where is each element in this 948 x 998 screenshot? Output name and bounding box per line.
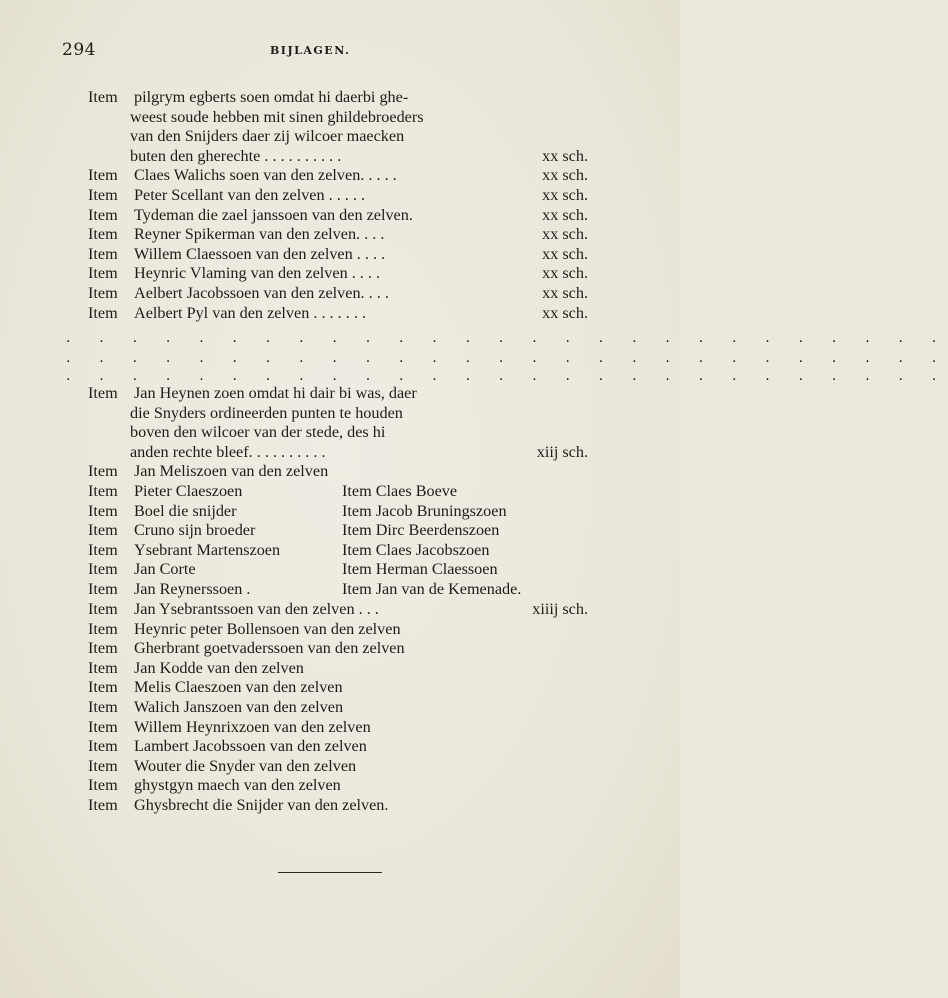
- entry-line: [88, 796, 588, 816]
- entry-text: Tydeman die zael janssoen van den zelven.: [134, 205, 413, 224]
- item-label: Item: [88, 579, 118, 598]
- item-label: Item: [88, 166, 118, 185]
- item-label: Item: [88, 697, 118, 716]
- entry-line-pair: [88, 541, 588, 561]
- entry-line-pair: [88, 502, 588, 522]
- item-label: Item: [88, 501, 118, 520]
- entry-line-pair: [88, 560, 588, 580]
- entry-name-right: Claes Jacobszoen: [375, 540, 490, 559]
- entry-name-right: Jan van de Kemenade.: [375, 579, 522, 598]
- entry-name-left: Pieter Claeszoen: [134, 482, 243, 500]
- entry-line: [88, 659, 588, 679]
- entry-text: Jan Heynen zoen omdat hi dair bi was, daer: [134, 384, 417, 402]
- item-label: Item: [88, 560, 118, 579]
- running-title: BIJLAGEN.: [270, 44, 351, 57]
- entry-name-left: Ysebrant Martenszoen: [134, 540, 281, 559]
- entry-text: Reyner Spikerman van den zelven. . . .: [134, 225, 385, 244]
- item-label: Item: [88, 185, 118, 204]
- entry-line: [88, 225, 588, 245]
- entry-name-right: Jacob Bruningszoen: [375, 501, 507, 520]
- entry-line: [88, 600, 588, 620]
- entry-text: Jan Ysebrantssoen van den zelven . . .: [134, 600, 379, 618]
- entry-text: Heynric peter Bollensoen van den zelven: [134, 619, 401, 638]
- item-label: Item: [88, 678, 118, 697]
- entry-name-right: Claes Boeve: [375, 482, 458, 500]
- item-label: Item: [88, 283, 118, 302]
- entry-line: [88, 304, 588, 324]
- right-column-entry: [342, 521, 499, 541]
- right-column-entry: [342, 541, 489, 561]
- item-label: Item: [88, 462, 118, 481]
- entry-text: weest soude hebben mit sinen ghildebroeders: [130, 107, 424, 126]
- entry-line-pair: [88, 482, 588, 502]
- amount: xx sch.: [542, 146, 588, 165]
- entry-text: Walich Janszoen van den zelven: [134, 697, 344, 716]
- item-label: Item: [88, 756, 118, 775]
- entry-line: [88, 88, 588, 108]
- amount: xx sch.: [542, 283, 588, 302]
- entry-name-right: Herman Claessoen: [375, 560, 498, 579]
- item-label: Item: [88, 384, 118, 402]
- entry-text: Wouter die Snyder van den zelven: [134, 756, 357, 775]
- amount: xx sch.: [542, 225, 588, 244]
- entry-text: Jan Meliszoen van den zelven: [134, 462, 329, 481]
- amount: xx sch.: [542, 185, 588, 204]
- amount: xx sch.: [542, 244, 588, 263]
- right-column-entry: [342, 502, 507, 522]
- entry-name-left: Boel die snijder: [134, 501, 237, 520]
- entry-list-3: [88, 600, 588, 816]
- entry-line: [88, 718, 588, 738]
- entry-text: buten den gherechte . . . . . . . . . .: [130, 146, 342, 165]
- entry-line: [88, 108, 588, 128]
- right-column-entry: [342, 560, 498, 580]
- item-label: Item: [88, 225, 118, 244]
- entry-text: pilgrym egberts soen omdat hi daerbi ghe-: [134, 88, 409, 106]
- item-label: Item: [88, 776, 118, 795]
- entry-line: [88, 284, 588, 304]
- entry-line: [88, 443, 588, 463]
- item-label: Item: [88, 619, 118, 638]
- entry-line: [88, 404, 588, 424]
- ellipsis-row: . . . . . . . . . . . . . . . . . . . . . . . . . . .: [66, 350, 948, 366]
- item-label: Item: [342, 560, 372, 579]
- closing-rule: [278, 872, 382, 873]
- entry-line-pair: [88, 521, 588, 541]
- amount: xx sch.: [542, 166, 588, 185]
- item-label: Item: [342, 501, 372, 520]
- entry-name-left: Jan Reynerssoen .: [134, 579, 251, 598]
- entry-line: [88, 639, 588, 659]
- amount: xx sch.: [542, 264, 588, 283]
- amount: xx sch.: [542, 205, 588, 224]
- item-label: Item: [342, 540, 372, 559]
- entry-line: [88, 757, 588, 777]
- entry-name-right: Dirc Beerdenszoen: [375, 521, 500, 540]
- entry-text: ghystgyn maech van den zelven: [134, 776, 341, 795]
- item-label: Item: [88, 658, 118, 677]
- item-label: Item: [342, 579, 372, 598]
- entry-text: Aelbert Pyl van den zelven . . . . . . .: [134, 303, 366, 322]
- entry-line: [88, 678, 588, 698]
- entry-line: [88, 698, 588, 718]
- amount: xiij sch.: [536, 442, 588, 461]
- entry-name-left: Cruno sijn broeder: [134, 521, 256, 540]
- entry-name-left: Jan Corte: [134, 560, 196, 579]
- entry-line-pair: [88, 580, 588, 600]
- entry-list-1: [88, 88, 588, 323]
- item-label: Item: [88, 88, 118, 106]
- entry-text: Willem Heynrixzoen van den zelven: [134, 717, 371, 736]
- entry-text: Gherbrant goetvaderssoen van den zelven: [134, 639, 405, 658]
- entry-line: [88, 423, 588, 443]
- two-column-list: [88, 482, 588, 600]
- ellipsis-row: . . . . . . . . . . . . . . . . . . . . . . . . . . .: [66, 368, 948, 384]
- item-label: Item: [88, 303, 118, 322]
- entry-text: Melis Claeszoen van den zelven: [134, 678, 343, 697]
- entry-line: [88, 264, 588, 284]
- entry-line: [88, 206, 588, 226]
- entry-text: Heynric Vlaming van den zelven . . . .: [134, 264, 381, 283]
- entry-line: [88, 127, 588, 147]
- right-column-entry: [342, 482, 457, 502]
- entry-line: [88, 147, 588, 167]
- entry-line: [88, 737, 588, 757]
- entry-line: [88, 166, 588, 186]
- item-label: Item: [88, 244, 118, 263]
- entry-text: Lambert Jacobssoen van den zelven: [134, 737, 367, 756]
- entry-text: Peter Scellant van den zelven . . . . .: [134, 185, 366, 204]
- right-column-entry: [342, 580, 521, 600]
- item-label: Item: [88, 737, 118, 756]
- entry-line: [88, 245, 588, 265]
- amount: xx sch.: [542, 303, 588, 322]
- entry-line: [88, 776, 588, 796]
- item-label: Item: [342, 482, 372, 500]
- entry-text: die Snyders ordineerden punten te houden: [130, 403, 403, 422]
- entry-text: Jan Kodde van den zelven: [134, 658, 304, 677]
- entry-text: Claes Walichs soen van den zelven. . . . .: [134, 166, 397, 185]
- ellipsis-row: . . . . . . . . . . . . . . . . . . . . . . . . . . .: [66, 330, 948, 346]
- item-label: Item: [88, 795, 118, 814]
- entry-text: anden rechte bleef. . . . . . . . . .: [130, 442, 326, 461]
- entry-line: [88, 186, 588, 206]
- entry-list-2: [88, 384, 588, 482]
- item-label: Item: [88, 639, 118, 658]
- item-label: Item: [88, 540, 118, 559]
- item-label: Item: [88, 264, 118, 283]
- entry-text: Willem Claessoen van den zelven . . . .: [134, 244, 386, 263]
- item-label: Item: [88, 205, 118, 224]
- entry-text: Aelbert Jacobssoen van den zelven. . . .: [134, 283, 389, 302]
- entry-text: van den Snijders daer zij wilcoer maecken: [130, 127, 405, 146]
- item-label: Item: [88, 717, 118, 736]
- item-label: Item: [88, 600, 118, 618]
- item-label: Item: [88, 521, 118, 540]
- entry-text: Ghysbrecht die Snijder van den zelven.: [134, 795, 389, 814]
- page-number: 294: [62, 40, 96, 60]
- entry-line: [88, 462, 588, 482]
- entry-line: [88, 384, 588, 404]
- entry-text: boven den wilcoer van der stede, des hi: [130, 423, 386, 442]
- item-label: Item: [342, 521, 372, 540]
- amount: xiiij sch.: [532, 600, 588, 618]
- entry-line: [88, 620, 588, 640]
- item-label: Item: [88, 482, 118, 500]
